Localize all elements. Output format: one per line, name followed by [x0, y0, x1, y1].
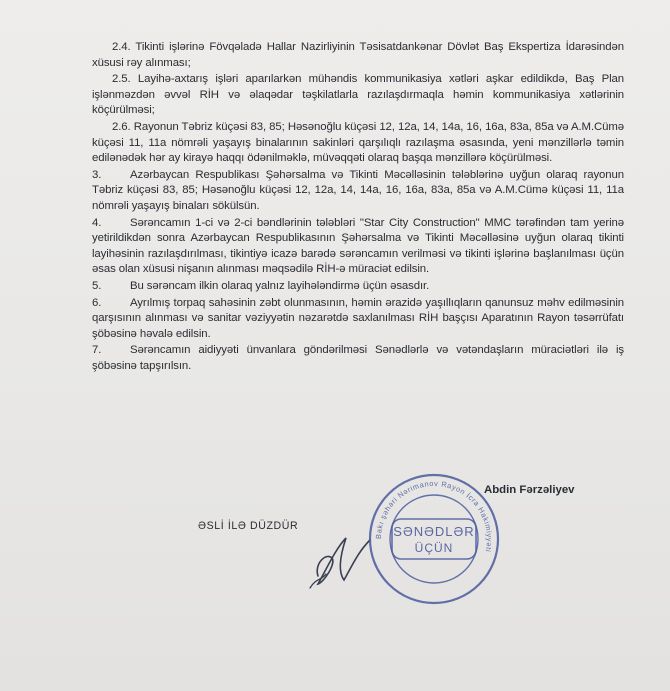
decree-body: [92, 40, 624, 375]
paragraph-2-4: 2.4. Tikinti işlərinə Fövqəladə Hallar Nazirliyinin Təsisatdankənar Dövlət Baş Ekspertiza İdarəsindən xüsusi rəy alınması;: [92, 41, 624, 69]
paragraph-2-5: 2.5. Layihə-axtarış işləri aparılarkən mühəndis kommunikasiya xətləri aşkar edildikdə, Baş Plan işlənməzdən əvvəl RİH və əlaqədar təşkilatlarla razılaşdırmaqla həmin kommunikasiya xətlərinin köçürülməsi;: [92, 73, 624, 117]
paragraph-number: 6.: [92, 296, 102, 309]
paragraph-number: 5.: [92, 279, 102, 292]
paragraph-number: 7.: [92, 344, 102, 357]
paragraph-7: 7. Sərəncamın aidiyyəti ünvanlara göndərilməsi Sənədlərlə və vətəndaşların müraciətləri ilə iş şöbəsinə tapşırılsın.: [92, 344, 624, 372]
paragraph-3: 3. Azərbaycan Respublikası Şəhərsalma və Tikinti Məcəlləsinin tələblərinə uyğun olaraq rayonun Təbriz küçəsi 83, 85; Həsənoğlu küçəsi 12, 12a, 14, 14a, 16, 16a, 83a, 85a və A.M.Cümə küçəsi 11, 11a nömrəli yaşayış binaları sökülsün.: [92, 168, 624, 212]
certified-true-copy-label: ƏSLİ İLƏ DÜZDÜR: [198, 520, 299, 532]
stamp-line-1: SƏNƏDLƏR: [393, 524, 475, 539]
official-stamp: [366, 471, 502, 607]
paragraph-6: 6. Ayrılmış torpaq sahəsinin zəbt olunmasının, həmin ərazidə yaşıllıqların qanunsuz məhv edilməsinin qarşısının alınması və sanitar vəziyyətin nəzarətdə saxlanılması RİH başçısı Aparatının Rayon təsərrüfatı şöbəsinə həvalə edilsin.: [92, 296, 624, 340]
stamp-line-2: ÜÇÜN: [414, 541, 454, 555]
paragraph-number: 3.: [92, 168, 102, 181]
stamp-ring-text: Bakı şəhəri Nərimanov Rayon İcra Hakimiyyəti: [373, 478, 495, 554]
paragraph-4: 4. Sərəncamın 1-ci və 2-ci bəndlərinin tələbləri "Star City Construction" MMC tərəfindən tam yerinə yetirildikdən sonra Azərbaycan Respublikasının Şəhərsalma və Tikinti Məcəlləsinə uyğun olaraq tikinti layihəsinin razılaşdırılması, tikintiyə icazə barədə sərəncamın verilməsi və tikinti işlərinə başlanılması üçün əsas olan xüsusi nişanın alınması məqsədilə RİH-ə müraciət edilsin.: [92, 216, 624, 276]
paragraph-2-6: 2.6. Rayonun Təbriz küçəsi 83, 85; Həsənoğlu küçəsi 12, 12a, 14, 14a, 16, 16a, 83a, 85a və A.M.Cümə küçəsi 11, 11a nömrəli yaşayış binalarının sakinləri qarşılıqlı razılaşma əsasında, yeni mənzillərlə təmin edilənədək hər ay kirayə haqqı ödənilməklə, müvəqqəti olaraq başqa mənzillərə köçürülməsi.: [92, 120, 624, 165]
signer-name: Abdin Fərzəliyev: [484, 484, 575, 496]
paragraph-number: 4.: [92, 216, 102, 229]
paragraph-5: 5. Bu sərəncam ilkin olaraq yalnız layihələndirmə üçün əsasdır.: [92, 279, 624, 295]
